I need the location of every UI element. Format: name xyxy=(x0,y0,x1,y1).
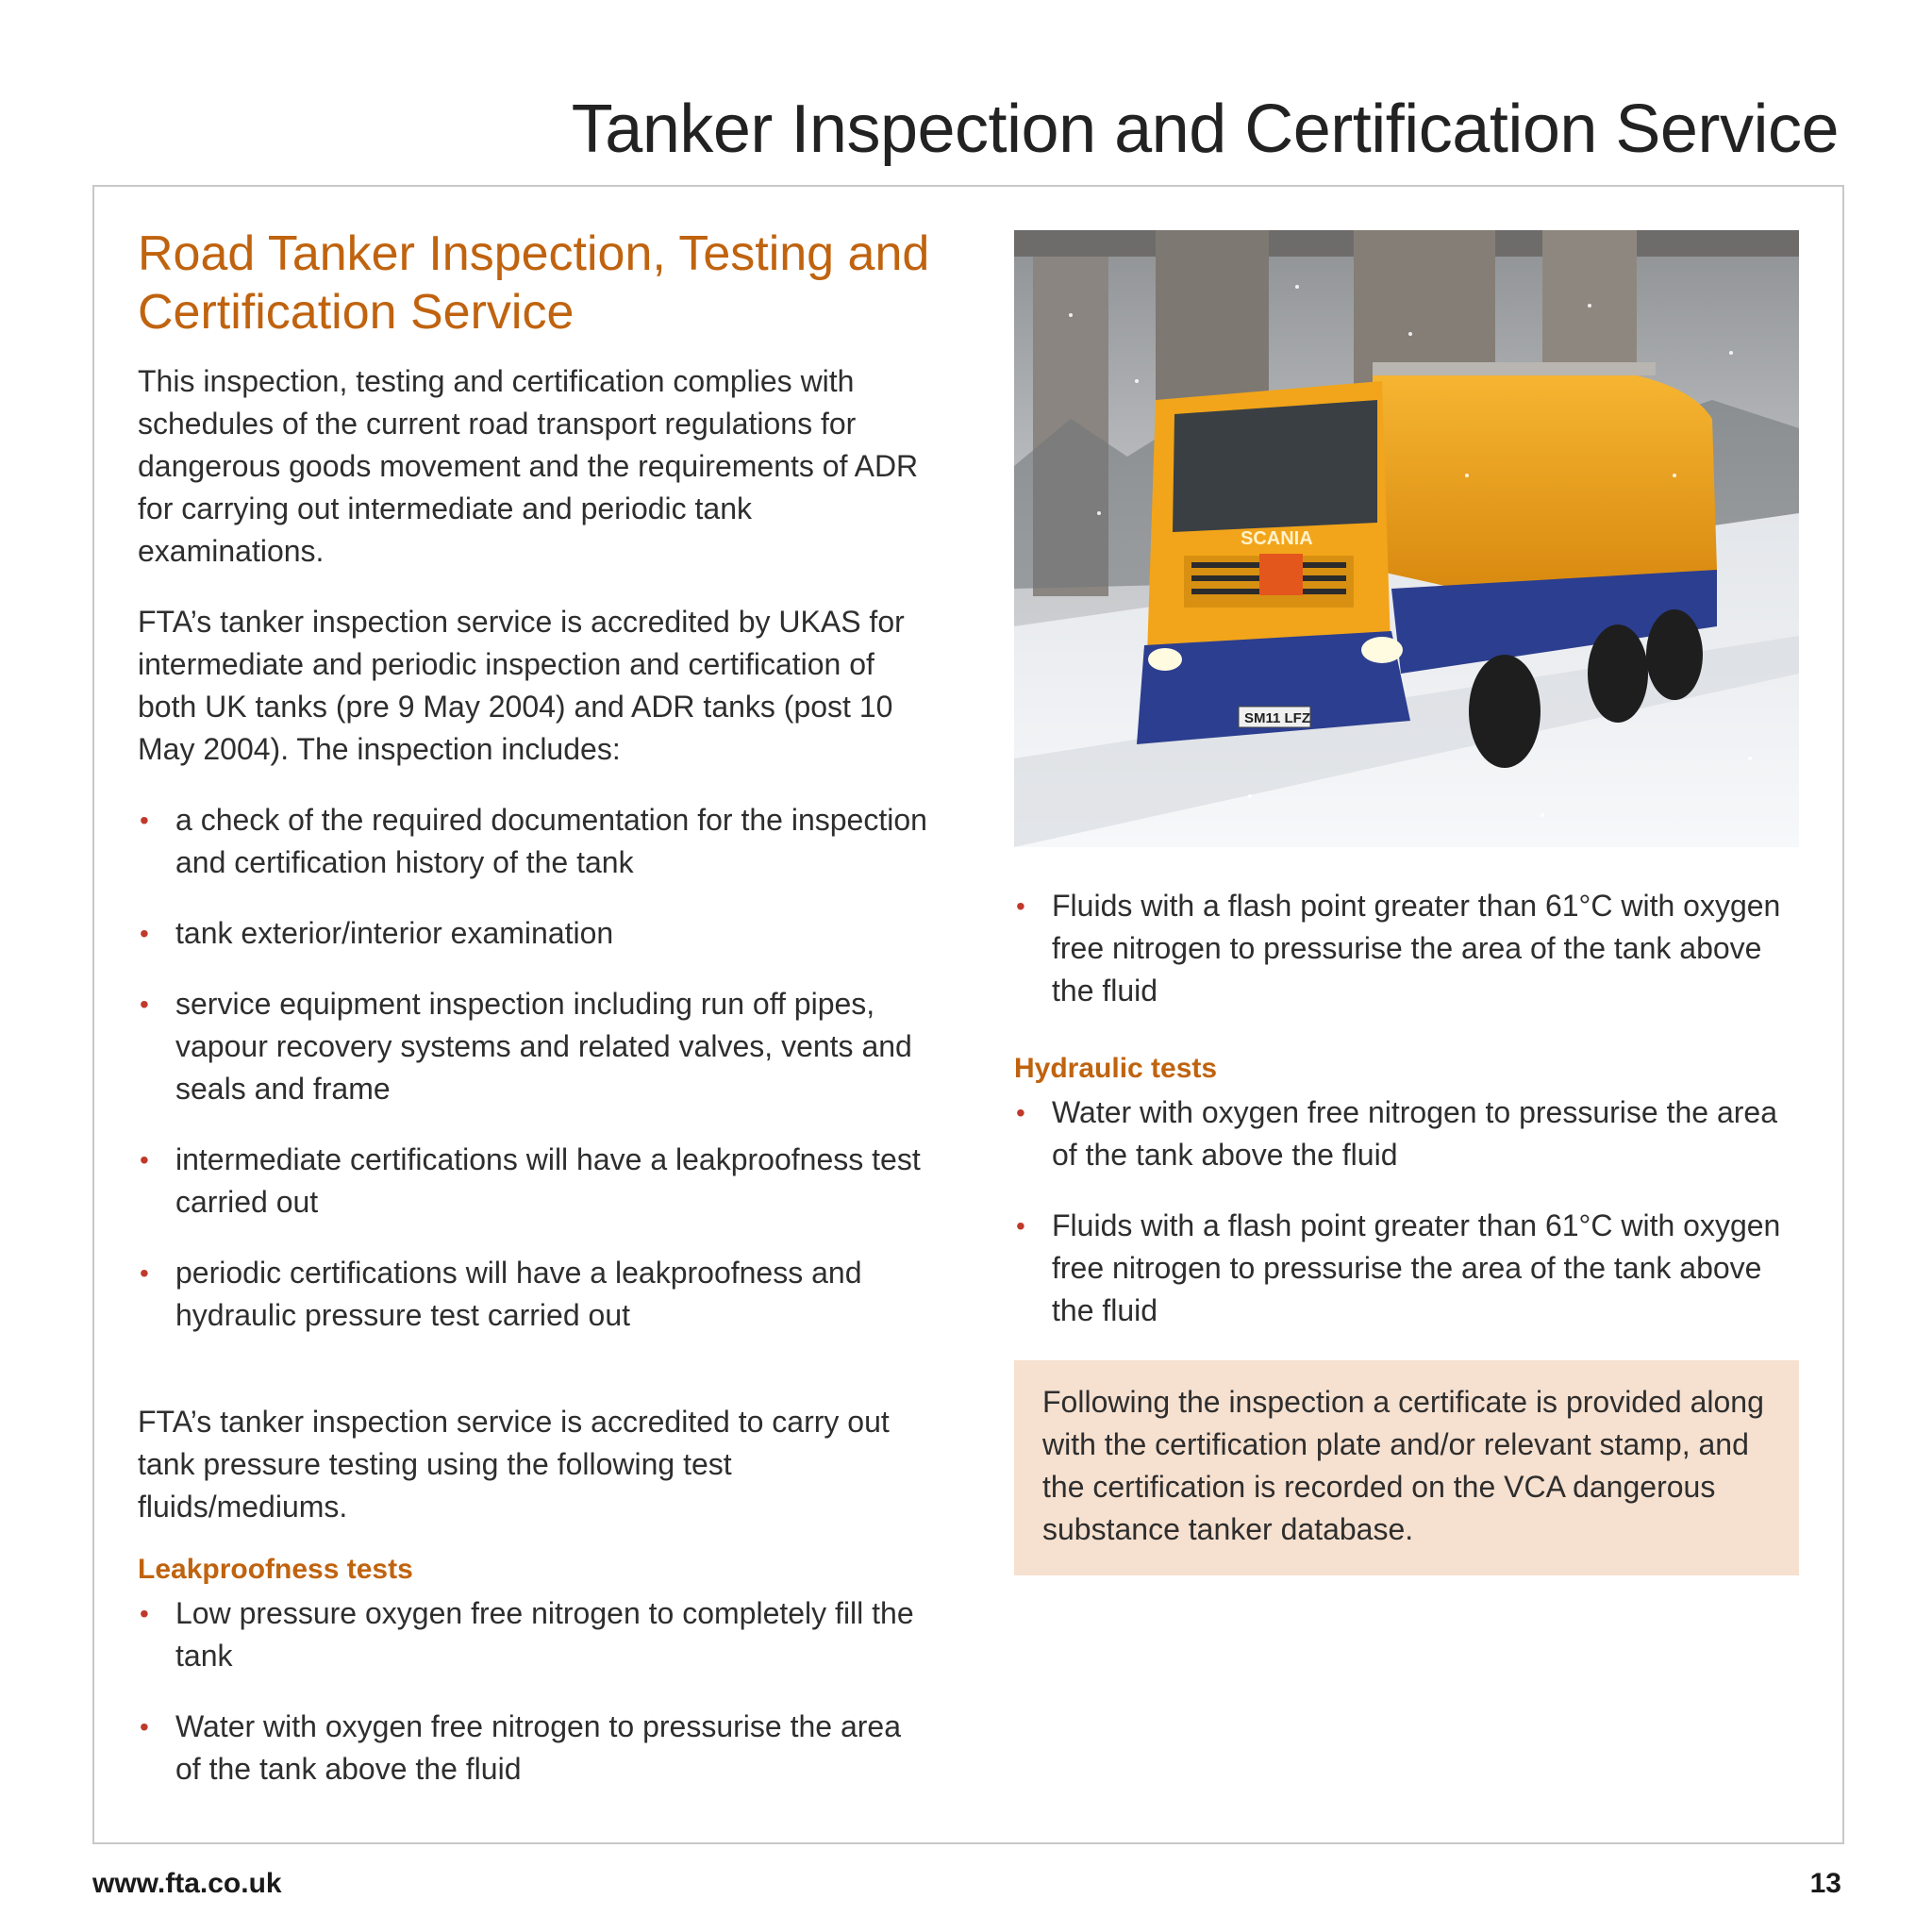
list-item: • Water with oxygen free nitrogen to pressurise the area of the tank above the fluid xyxy=(1014,1091,1799,1176)
intro-paragraph: This inspection, testing and certification complies with schedules of the current road transport regulations for dangerous goods movement and the requirements of ADR for carrying out intermediate and periodic tank examinations. xyxy=(138,364,919,568)
bullet-icon: • xyxy=(140,990,149,1019)
list-item: • a check of the required documentation for the inspection and certification history of the tank xyxy=(138,799,930,884)
cab-brand-text: SCANIA xyxy=(1241,528,1313,549)
left-column xyxy=(138,225,930,1819)
leakproofness-list xyxy=(138,1592,930,1790)
list-item: • Fluids with a flash point greater than 61°C with oxygen free nitrogen to pressurise the area of the tank above the fluid xyxy=(1014,1205,1799,1332)
list-item: • Fluids with a flash point greater than 61°C with oxygen free nitrogen to pressurise the area of the tank above the fluid xyxy=(1014,885,1799,1012)
bullet-icon: • xyxy=(140,806,149,835)
bullet-icon: • xyxy=(140,1145,149,1174)
bullet-icon: • xyxy=(140,1258,149,1288)
accreditation-paragraph: FTA’s tanker inspection service is accredited by UKAS for intermediate and periodic inspection and certification of both UK tanks (pre 9 May 2004) and ADR tanks (post 10 May 2004). The inspection includes: xyxy=(138,605,905,766)
list-item: • service equipment inspection including run off pipes, vapour recovery systems and related valves, vents and seals and frame xyxy=(138,983,930,1110)
hydraulic-list xyxy=(1014,1091,1799,1332)
certificate-callout: Following the inspection a certificate is provided along with the certification plate and/or relevant stamp, and the certification is recorded on the VCA dangerous substance tanker database. xyxy=(1014,1360,1799,1575)
list-item: • Water with oxygen free nitrogen to pressurise the area of the tank above the fluid xyxy=(138,1706,930,1790)
section-heading: Road Tanker Inspection, Testing and Certification Service xyxy=(138,226,930,340)
bullet-icon: • xyxy=(140,1712,149,1741)
leakproofness-list-continued xyxy=(1014,885,1799,1012)
bullet-icon: • xyxy=(1016,891,1025,921)
right-column xyxy=(1014,230,1799,1575)
list-item: • Low pressure oxygen free nitrogen to completely fill the tank xyxy=(138,1592,930,1677)
hydraulic-heading: Hydraulic tests xyxy=(1014,1053,1218,1084)
bullet-icon: • xyxy=(140,919,149,948)
tanker-illustration xyxy=(1014,230,1799,847)
pressure-testing-paragraph: FTA’s tanker inspection service is accredited to carry out tank pressure testing using the following test fluids/mediums. xyxy=(138,1405,890,1524)
footer-url: www.fta.co.uk xyxy=(92,1868,282,1899)
tanker-photo xyxy=(1014,230,1799,847)
list-item: • tank exterior/interior examination xyxy=(138,912,930,955)
plate-text: SM11 LFZ xyxy=(1244,710,1311,726)
bullet-icon: • xyxy=(1016,1098,1025,1127)
bullet-icon: • xyxy=(1016,1211,1025,1241)
list-item: • periodic certifications will have a leakproofness and hydraulic pressure test carried out xyxy=(138,1252,930,1337)
leakproofness-heading: Leakproofness tests xyxy=(138,1554,413,1585)
page-number: 13 xyxy=(1809,1868,1841,1899)
list-item: • intermediate certifications will have a leakproofness test carried out xyxy=(138,1139,930,1224)
inspection-list xyxy=(138,799,930,1337)
page-title: Tanker Inspection and Certification Service xyxy=(571,92,1839,168)
bullet-icon: • xyxy=(140,1599,149,1628)
